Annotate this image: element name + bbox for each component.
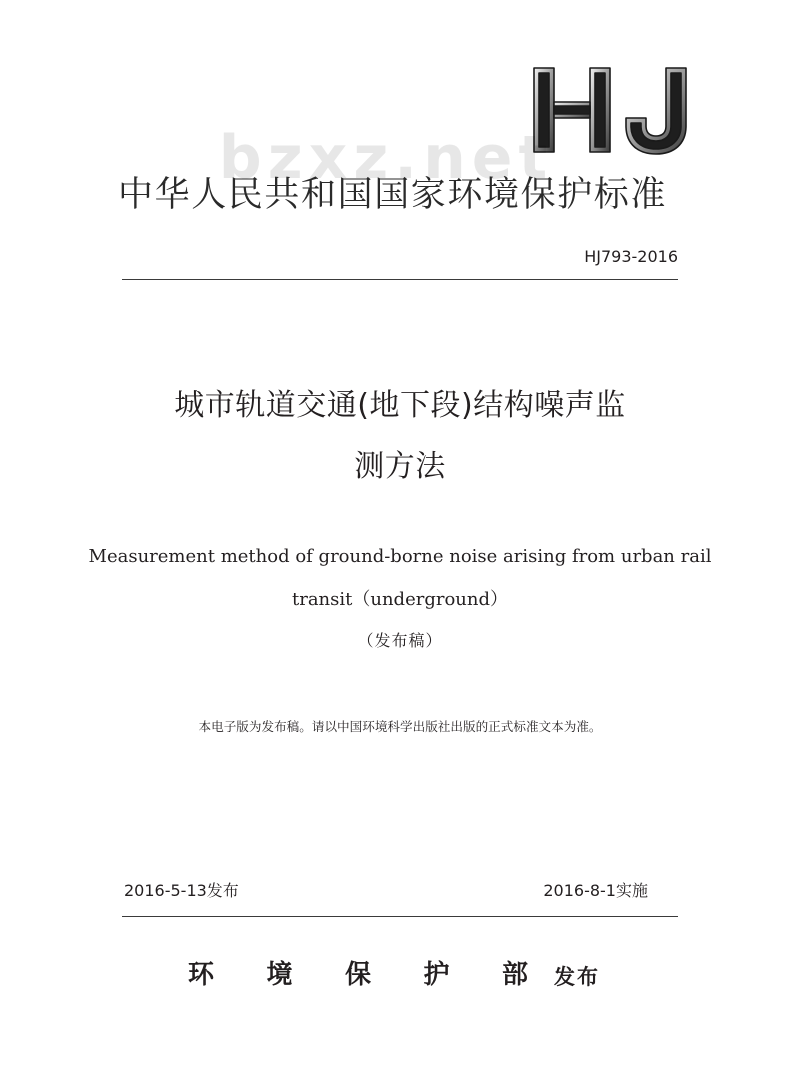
draft-label: （发布稿） xyxy=(357,631,443,650)
title-en-line2: transit（underground） xyxy=(291,589,509,610)
title-cn-line2: 测方法 xyxy=(354,449,446,484)
issuer-char: 境 xyxy=(266,960,293,990)
bottom-divider xyxy=(122,916,678,917)
edition-notice: 本电子版为发布稿。请以中国环境科学出版社出版的正式标准文本为准。 xyxy=(198,719,602,734)
standard-number: HJ793-2016 xyxy=(584,247,678,266)
title-cn-line1: 城市轨道交通(地下段)结构噪声监 xyxy=(174,388,626,423)
watermark: bzxz.net xyxy=(218,123,554,193)
top-divider xyxy=(122,279,678,280)
issuer-char: 环 xyxy=(188,960,215,990)
issuer-char: 护 xyxy=(423,960,450,990)
title-en-line1: Measurement method of ground-borne noise arising from urban rail xyxy=(88,546,712,567)
issuer-title: 中华人民共和国国家环境保护标准 xyxy=(118,175,668,215)
issuer-char: 保 xyxy=(344,960,371,990)
issue-word: 发布 xyxy=(554,964,600,989)
implementation-date: 2016-8-1实施 xyxy=(543,881,648,900)
issuer-char: 部 xyxy=(501,960,528,990)
issuing-organization xyxy=(188,957,528,993)
release-date: 2016-5-13发布 xyxy=(124,881,239,900)
